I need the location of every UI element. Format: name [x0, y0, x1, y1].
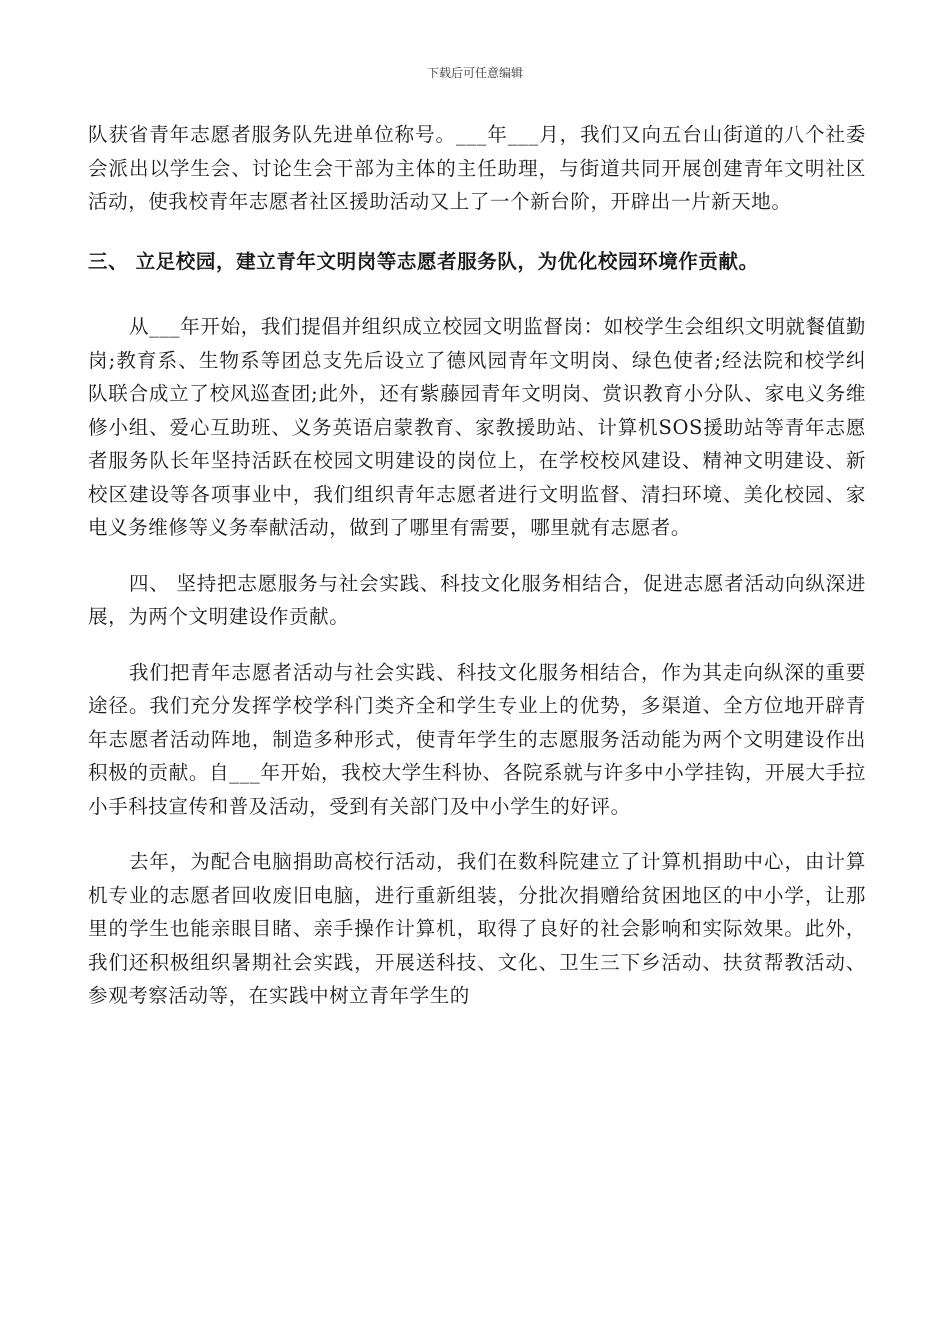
download-note: 下载后可任意编辑: [426, 66, 523, 80]
section-heading-four: 四、 坚持把志愿服务与社会实践、科技文化服务相结合，促进志愿者活动向纵深进展，为两个文明建设作贡献。: [88, 571, 866, 628]
section-heading-three: 三、 立足校园，建立青年文明岗等志愿者服务队，为优化校园环境作贡献。: [88, 249, 759, 273]
paragraph-campus-civility-posts: 从___年开始，我们提倡并组织成立校园文明监督岗：如校学生会组织文明就餐值勤岗;教育系、生物系等团总支先后设立了德风园青年文明岗、绿色使者;经法院和校学纠队联合成立了校风巡查团;此外，还有紫藤园青年文明岗、赏识教育小分队、家电义务维修小组、爱心互助班、义务英语启蒙教育、家教援助站、计算机SOS援助站等青年志愿者服务队长年坚持活跃在校园文明建设的岗位上，在学校校风建设、精神文明建设、新校区建设等各项事业中，我们组织青年志愿者进行文明监督、清扫环境、美化校园、家电义务维修等义务奉献活动，做到了哪里有需要，哪里就有志愿者。: [88, 315, 866, 539]
paragraph-volunteer-team-honor: 队获省青年志愿者服务队先进单位称号。___年___月，我们又向五台山街道的八个社委会派出以学生会、讨论生会干部为主体的主任助理，与街道共同开展创建青年文明社区活动，使我校青年志愿者社区援助活动又上了一个新台阶，开辟出一片新天地。: [88, 123, 866, 213]
document-body: [88, 118, 866, 1035]
paragraph-social-practice: 我们把青年志愿者活动与社会实践、科技文化服务相结合，作为其走向纵深的重要途径。我们充分发挥学校学科门类齐全和学生专业上的优势，多渠道、全方位地开辟青年志愿者活动阵地，制造多种形式，使青年学生的志愿服务活动能为两个文明建设作出积极的贡献。自___年开始，我校大学生科协、各院系就与许多中小学挂钩，开展大手拉小手科技宣传和普及活动，受到有关部门及中小学生的好评。: [88, 660, 866, 818]
paragraph-computer-donation: 去年，为配合电脑捐助高校行活动，我们在数科院建立了计算机捐助中心，由计算机专业的志愿者回收废旧电脑，进行重新组装，分批次捐赠给贫困地区的中小学，让那里的学生也能亲眼目睹、亲手操作计算机，取得了良好的社会影响和实际效果。此外，我们还积极组织暑期社会实践，开展送科技、文化、卫生三下乡活动、扶贫帮教活动、参观考察活动等，在实践中树立青年学生的: [88, 850, 866, 1007]
